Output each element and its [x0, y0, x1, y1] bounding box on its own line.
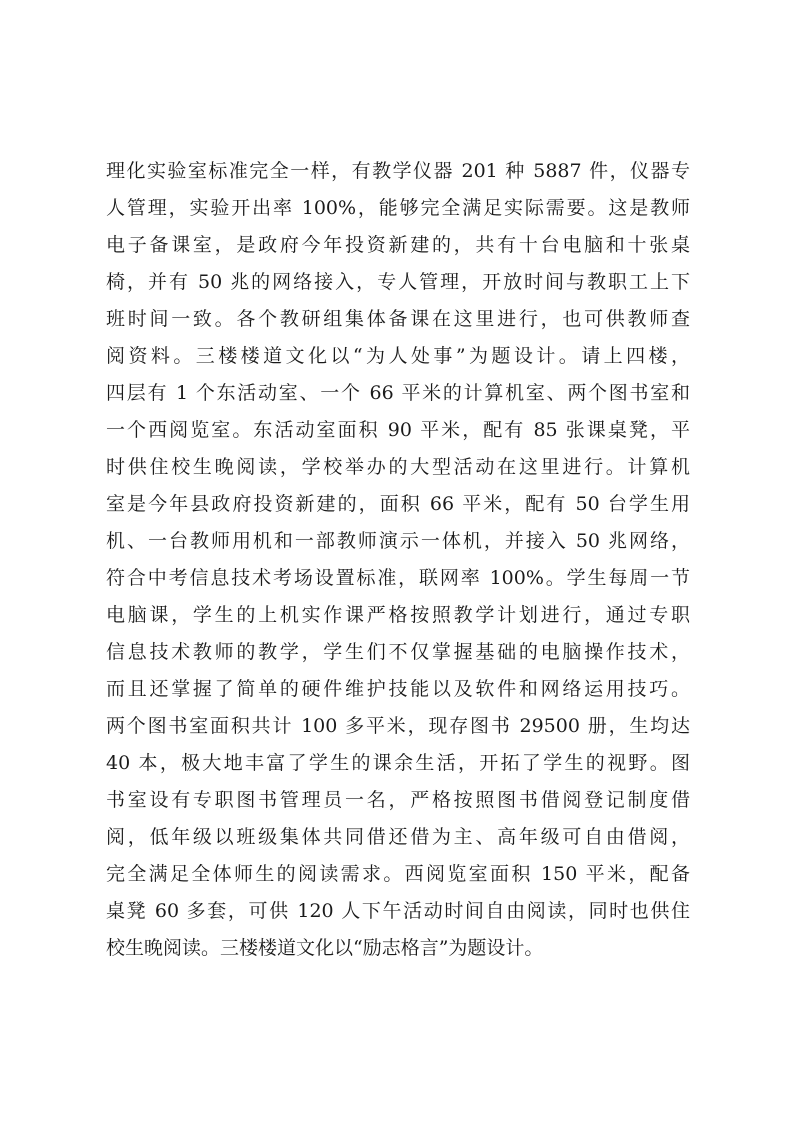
text-line: 阅，低年级以班级集体共同借还借为主、高年级可自由借阅，: [106, 826, 690, 848]
text-line: 两个图书室面积共计 100 多平米，现存图书 29500 册，生均达: [106, 715, 690, 737]
text-line: 桌凳 60 多套，可供 120 人下午活动时间自由阅读，同时也供住: [106, 900, 690, 922]
text-line: 理化实验室标准完全一样，有教学仪器 201 种 5887 件，仪器专: [106, 160, 690, 182]
text-line: 班时间一致。各个教研组集体备课在这里进行，也可供教师查: [106, 308, 690, 330]
text-line: 人管理，实验开出率 100%，能够完全满足实际需要。这是教师: [106, 197, 690, 219]
text-line: 40 本，极大地丰富了学生的课余生活，开拓了学生的视野。图: [106, 752, 690, 774]
text-line: 书室设有专职图书管理员一名，严格按照图书借阅登记制度借: [106, 789, 690, 811]
text-line: 椅，并有 50 兆的网络接入，专人管理，开放时间与教职工上下: [106, 271, 690, 293]
text-line: 室是今年县政府投资新建的，面积 66 平米，配有 50 台学生用: [106, 493, 690, 515]
body-paragraph: [106, 153, 690, 967]
text-line: 符合中考信息技术考场设置标准，联网率 100%。学生每周一节: [106, 567, 690, 589]
text-line: 而且还掌握了简单的硬件维护技能以及软件和网络运用技巧。: [106, 678, 690, 700]
text-line: 校生晚阅读。三楼楼道文化以“励志格言”为题设计。: [106, 937, 544, 959]
text-line: 一个西阅览室。东活动室面积 90 平米，配有 85 张课桌凳，平: [106, 419, 690, 441]
text-line: 机、一台教师用机和一部教师演示一体机，并接入 50 兆网络，: [106, 530, 690, 552]
text-line: 电脑课，学生的上机实作课严格按照教学计划进行，通过专职: [106, 604, 690, 626]
text-line: 电子备课室，是政府今年投资新建的，共有十台电脑和十张桌: [106, 234, 690, 256]
text-line: 完全满足全体师生的阅读需求。西阅览室面积 150 平米，配备: [106, 863, 690, 885]
text-line: 时供住校生晚阅读，学校举办的大型活动在这里进行。计算机: [106, 456, 690, 478]
text-line: 阅资料。三楼楼道文化以“为人处事”为题设计。请上四楼，: [106, 345, 690, 367]
text-line: 信息技术教师的教学，学生们不仅掌握基础的电脑操作技术，: [106, 641, 690, 663]
text-line: 四层有 1 个东活动室、一个 66 平米的计算机室、两个图书室和: [106, 382, 690, 404]
